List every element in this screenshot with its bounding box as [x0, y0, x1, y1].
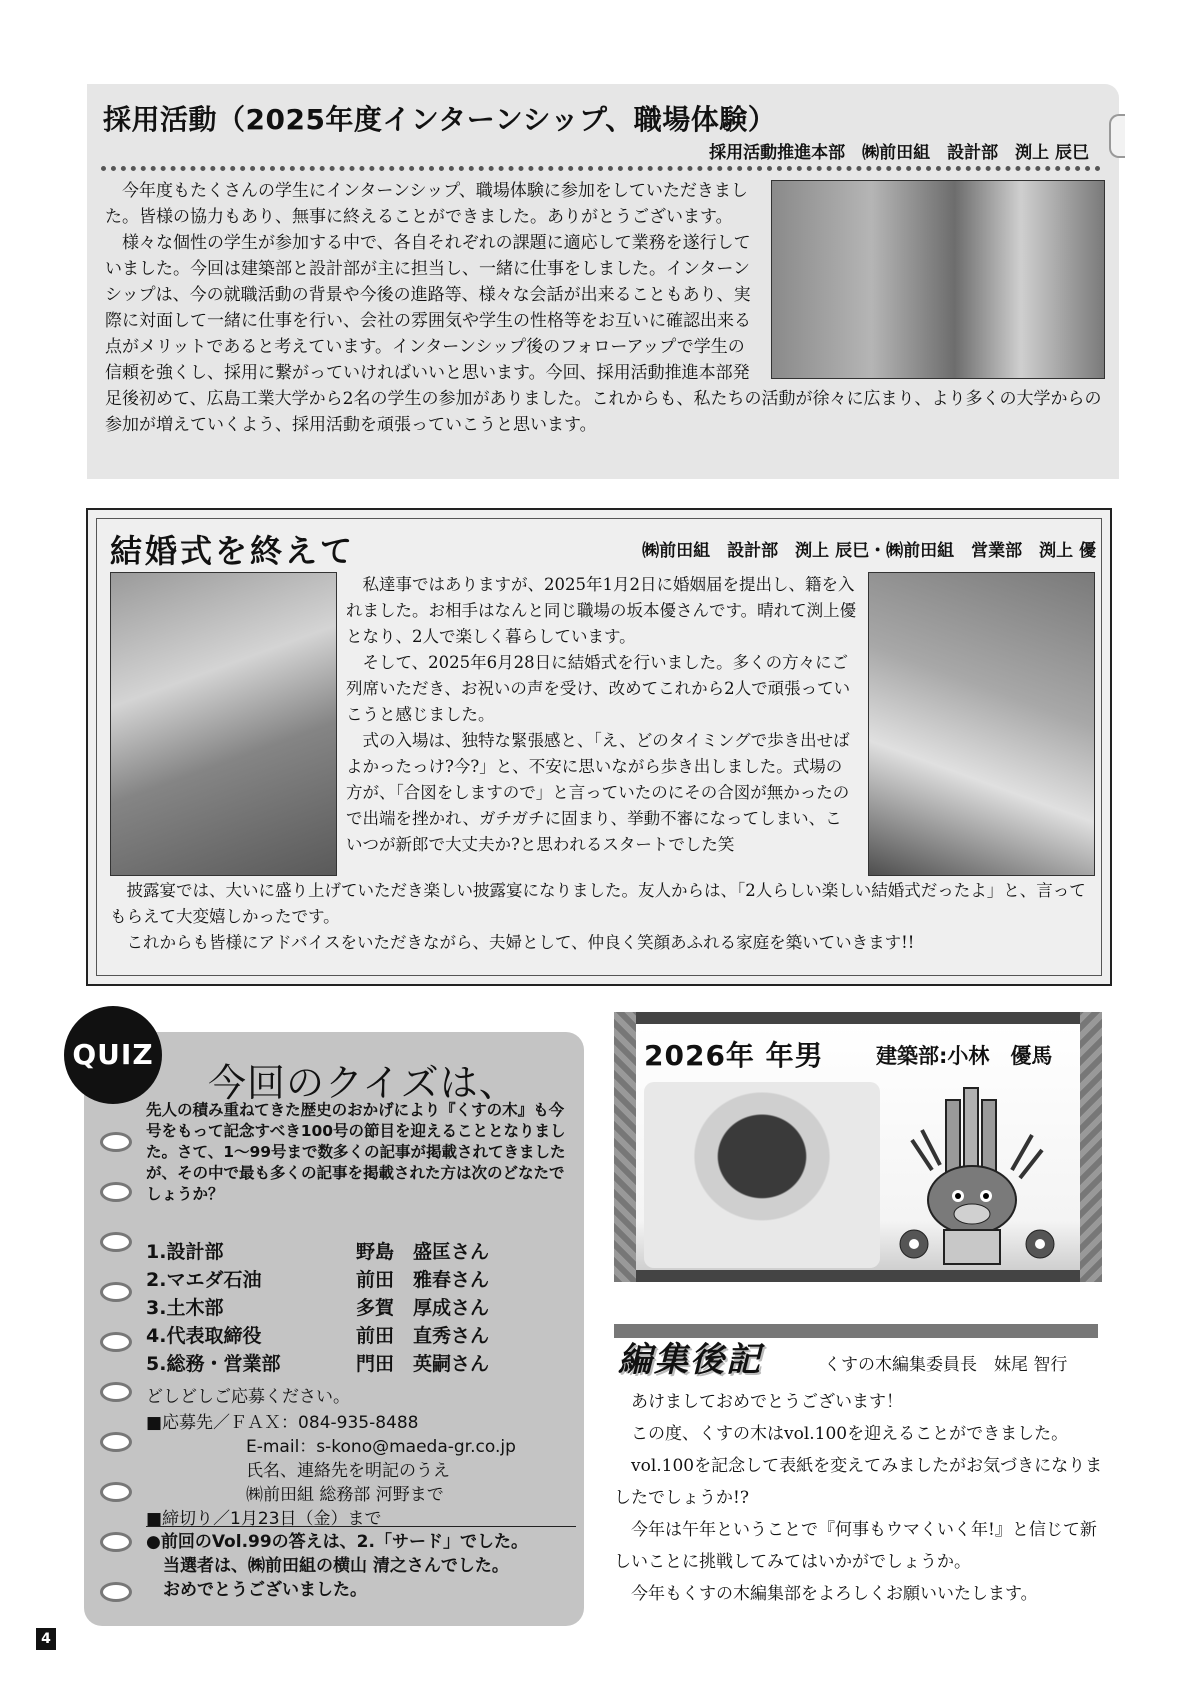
- notebook-ring-icon: [100, 1482, 132, 1502]
- wedding-paragraph: これからも皆様にアドバイスをいただきながら、夫婦として、仲良く笑顔あふれる家庭を築いていきます!!: [126, 933, 915, 952]
- editor-paragraph: 今年もくすの木編集部をよろしくお願いいたします。: [631, 1584, 1038, 1604]
- notebook-ring-icon: [100, 1182, 132, 1202]
- notebook-ring-icon: [100, 1132, 132, 1152]
- wedding-title: 結婚式を終えて: [110, 532, 356, 570]
- notebook-ring-icon: [100, 1532, 132, 1552]
- quiz-prompt: どしどしご応募ください。: [146, 1387, 350, 1407]
- answer-line: おめでとうございました。: [146, 1580, 367, 1600]
- scroll-bottom-bar: [614, 1270, 1102, 1282]
- option-name: 前田 雅春さん: [356, 1269, 490, 1291]
- year-man-title: 2026年 年男: [644, 1039, 824, 1072]
- quiz-section: [72, 1032, 584, 1626]
- quiz-intro: 先人の積み重ねてきた歴史のおかげにより『くすの木』も今号をもって記念すべき100号の節目を迎えることとなりました。さて、1〜99号まで数多くの記事が掲載されてきましたが、その中で最も多くの記事を掲載された方は次のどなたでしょうか？: [146, 1101, 566, 1203]
- recruit-author: 採用活動推進本部 ㈱前田組 設計部 渕上 辰巳: [709, 143, 1089, 163]
- quiz-option: [146, 1238, 576, 1266]
- wedding-body: [346, 572, 858, 858]
- editor-paragraph: 今年は午年ということで『何事もウマくいく年!』と信じて新しいことに挑戦してみてはいかがでしょうか。: [614, 1520, 1097, 1572]
- option-name: 野島 盛匡さん: [356, 1241, 490, 1263]
- quiz-badge-label: QUIZ: [72, 1038, 154, 1071]
- option-dept: 5.総務・営業部: [146, 1353, 281, 1375]
- notebook-ring-icon: [100, 1432, 132, 1452]
- answer-line: ●前回のVol.99の答えは、2.「サード」でした。: [146, 1532, 528, 1552]
- scroll-top-bar: [614, 1012, 1102, 1024]
- notebook-ring-icon: [100, 1582, 132, 1602]
- recruit-body: [105, 178, 1105, 438]
- notebook-ring-icon: [100, 1382, 132, 1402]
- quiz-destination: ㈱前田組 総務部 河野まで: [246, 1485, 444, 1505]
- recruit-title: 採用活動（2025年度インターンシップ、職場体験）: [103, 103, 777, 136]
- quiz-options: [146, 1238, 576, 1378]
- recruit-section: [87, 84, 1119, 479]
- quiz-deadline: ■締切り／1月23日（金）まで: [146, 1509, 382, 1529]
- option-dept: 2.マエダ石油: [146, 1269, 262, 1291]
- scroll-rod-right: [1080, 1012, 1102, 1282]
- quiz-divider: [146, 1526, 576, 1527]
- notebook-ring-icon: [100, 1332, 132, 1352]
- wedding-author: ㈱前田組 設計部 渕上 辰巳・㈱前田組 営業部 渕上 優: [642, 541, 1096, 561]
- wedding-dress-photo: [868, 572, 1095, 876]
- year-man-name: 建築部:小林 優馬: [876, 1044, 1053, 1068]
- wedding-section: [86, 508, 1112, 986]
- editor-title: 編集後記: [618, 1340, 762, 1380]
- quiz-answer: [146, 1530, 586, 1602]
- wedding-body-bottom: [110, 878, 1096, 956]
- editor-paragraph: この度、くすの木はvol.100を迎えることができました。: [631, 1424, 1069, 1444]
- notebook-ring-icon: [100, 1282, 132, 1302]
- answer-line: 当選者は、㈱前田組の横山 清之さんでした。: [146, 1556, 509, 1576]
- editor-author: くすの木編集委員長 妹尾 智行: [824, 1355, 1068, 1375]
- option-dept: 1.設計部: [146, 1241, 224, 1263]
- internship-photo: [771, 180, 1105, 379]
- wedding-couple-photo: [110, 572, 337, 876]
- notebook-ring-icon: [100, 1232, 132, 1252]
- quiz-option: [146, 1350, 576, 1378]
- year-man-section: [614, 1012, 1102, 1284]
- wedding-paragraph: そして、2025年6月28日に結婚式を行いました。多くの方々にご列席いただき、お祝いの声を受け、改めてこれから2人で頑張っていこうと感じました。: [346, 653, 851, 724]
- wedding-paragraph: 披露宴では、大いに盛り上げていただき楽しい披露宴になりました。友人からは、「2人らしい楽しい結婚式だったよ」と、言ってもらえて大変嬉しかったです。: [110, 881, 1086, 926]
- quiz-option: [146, 1322, 576, 1350]
- option-name: 前田 直秀さん: [356, 1325, 490, 1347]
- option-name: 門田 英嗣さん: [356, 1353, 490, 1375]
- quiz-option: [146, 1266, 576, 1294]
- quiz-option: [146, 1294, 576, 1322]
- option-dept: 4.代表取締役: [146, 1325, 262, 1347]
- page-number: 4: [36, 1628, 56, 1650]
- year-man-portrait-photo: [644, 1082, 880, 1268]
- editor-paragraph: vol.100を記念して表紙を変えてみましたがお気づきになりましたでしょうか!?: [614, 1456, 1103, 1508]
- quiz-fax: ■応募先／ＦＡＸ：084-935-8488: [146, 1413, 419, 1433]
- recruit-paragraph: 今年度もたくさんの学生にインターンシップ、職場体験に参加をしていただきました。皆様の協力もあり、無事に終えることができました。ありがとうございます。: [105, 181, 748, 227]
- tab-decoration-icon: [1109, 114, 1125, 158]
- option-name: 多賀 厚成さん: [356, 1297, 490, 1319]
- recruit-paragraph: 様々な個性の学生が参加する中で、各自それぞれの課題に適応して業務を遂行していました。今回は建築部と設計部が主に担当し、一緒に仕事をしました。インターンシップは、今の就職活動の背景や今後の進路等、様々な会話が出来ることもあり、実際に対面して一緒に仕事を行い、会社の雰囲気や学生の性格等をお互いに確認出来る点がメリットであると考えています。インターンシップ後のフォローアップで学生の信頼を強くし、採用に繋がっていければいいと思います。今回、採用活動推進本部発足後初めて、広島工業大学から2名の学生の参加がありました。これからも、私たちの活動が徐々に広まり、より多くの大学からの参加が増えていくよう、採用活動を頑張っていこうと思います。: [105, 233, 1102, 435]
- dotted-divider: [101, 166, 1101, 171]
- quiz-title: 今回のクイズは、: [208, 1061, 518, 1105]
- scroll-rod-left: [614, 1012, 636, 1282]
- quiz-email: E-mail：s-kono@maeda-gr.co.jp: [246, 1437, 516, 1457]
- kadomatsu-horse-illustration: [892, 1080, 1068, 1270]
- quiz-badge-icon: [64, 1006, 162, 1104]
- wedding-paragraph: 式の入場は、独特な緊張感と、「え、どのタイミングで歩き出せばよかったっけ?今?」と、不安に思いながら歩き出しました。式場の方が、「合図をしますので」と言っていたのにその合図が無かったので出端を挫かれ、ガチガチに固まり、挙動不審になってしまい、こいつが新郎で大丈夫か?と思われるスタートでした笑: [346, 731, 850, 854]
- wedding-paragraph: 私達事ではありますが、2025年1月2日に婚姻届を提出し、籍を入れました。お相手はなんと同じ職場の坂本優さんです。晴れて渕上優となり、2人で楽しく暮らしています。: [346, 575, 857, 646]
- quiz-note: 氏名、連絡先を明記のうえ: [246, 1461, 450, 1481]
- editor-body: [614, 1386, 1108, 1610]
- editor-paragraph: あけましておめでとうございます！: [631, 1392, 903, 1412]
- scroll-body: [636, 1024, 1080, 1270]
- option-dept: 3.土木部: [146, 1297, 224, 1319]
